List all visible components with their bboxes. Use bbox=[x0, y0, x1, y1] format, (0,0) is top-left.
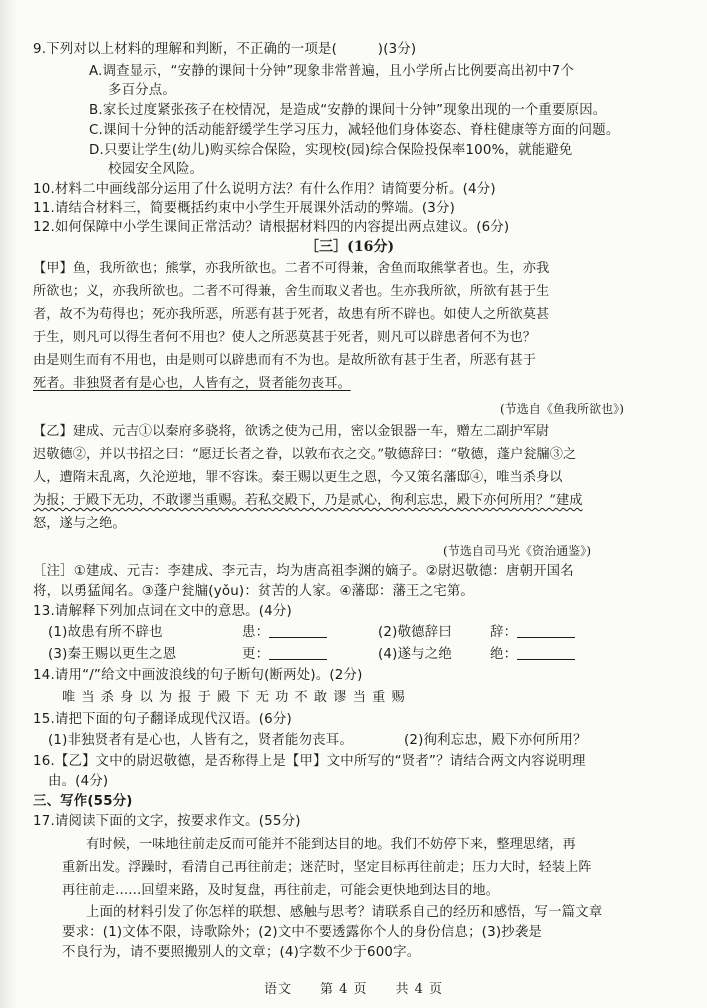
page-footer: 语文 第 4 页 共 4 页 bbox=[263, 982, 444, 997]
q9-option-c: C.课间十分钟的活动能舒缓学生学习压力，减轻他们身体姿态、脊柱健康等方面的问题。 bbox=[89, 123, 620, 138]
q13-item-2: (2)敬德辞曰 bbox=[378, 625, 452, 640]
notes-line-2: 将，以勇猛闻名。③蓬户瓮牖(yǒu)：贫苦的人家。④藩邸：藩王之宅第。 bbox=[33, 584, 474, 599]
question-10: 10.材料二中画线部分运用了什么说明方法？有什么作用？请简要分析。(4分) bbox=[33, 182, 496, 197]
q9-option-a: A.调查显示，“安静的课间十分钟”现象非常普遍，且小学所占比例要高出初中7个 bbox=[89, 64, 575, 79]
section-three-heading: ［三］(16分) bbox=[305, 239, 395, 255]
q9-option-d-cont: 校园安全风险。 bbox=[108, 162, 204, 177]
q17-material-line-1: 有时候，一味地往前走反而可能并不能到达目的地。我们不妨停下来，整理思绪，再 bbox=[86, 837, 576, 852]
passage-jia-line-5: 由是则生而有不用也，由是则可以辟患而有不为也。是故所欲有甚于生者，所恶有甚于 bbox=[33, 353, 537, 368]
q13-item-1: (1)故患有所不辟也 bbox=[48, 625, 163, 640]
q13-item-2-label: 辞： bbox=[490, 624, 575, 642]
question-11: 11.请结合材料三，简要概括约束中小学生开展课外活动的弊端。(3分) bbox=[33, 201, 455, 216]
question-12: 12.如何保障中小学生课间正常活动？请根据材料四的内容提出两点建议。(6分) bbox=[33, 220, 510, 235]
q13-item-4: (4)遂与之绝 bbox=[378, 647, 452, 662]
passage-yi-source: (节选自司马光《资治通鉴》) bbox=[443, 544, 592, 558]
q13-item-3: (3)秦王赐以更生之恩 bbox=[48, 647, 177, 662]
q14-sentence: 唯 当 杀 身 以 为 报 于 殿 下 无 功 不 敢 谬 当 重 赐 bbox=[62, 690, 406, 705]
question-16-cont: 由。(4分) bbox=[48, 774, 109, 789]
q13-item-1-label: 患： bbox=[242, 624, 327, 642]
passage-jia-line-1: 【甲】鱼，我所欲也；熊掌，亦我所欲也。二者不可得兼，舍鱼而取熊掌者也。生，亦我 bbox=[33, 261, 550, 276]
q15-item-1: (1)非独贤者有是心也，人皆有之，贤者能勿丧耳。 bbox=[48, 733, 353, 748]
passage-jia-line-2: 所欲也；义，亦我所欲也。二者不可得兼，舍生而取义者也。生亦我所欲，所欲有甚于生 bbox=[33, 284, 550, 299]
q9-option-d: D.只要让学生(幼儿)购买综合保险，实现校(园)综合保险投保率100%，就能避免 bbox=[89, 143, 573, 158]
q17-prompt-line-1: 上面的材料引发了你怎样的联想、感触与思考？请联系自己的经历和感悟，写一篇文章 bbox=[86, 905, 603, 920]
question-15: 15.请把下面的句子翻译成现代汉语。(6分) bbox=[33, 712, 292, 727]
passage-yi-line-5: 怒，遂与之绝。 bbox=[33, 516, 126, 531]
passage-jia-line-4: 于生，则凡可以得生者何不用也？使人之所恶莫甚于死者，则凡可以辟患者何不为也？ bbox=[33, 330, 537, 345]
passage-yi-line-2: 迟敬德②，并以书招之曰：“愿迂长者之眷，以敦布衣之交。”敬德辞曰：“敬德，蓬户瓮牖③之 bbox=[33, 447, 577, 462]
q17-requirements-line-1: 要求：(1)文体不限，诗歌除外；(2)文中不要透露你个人的身份信息；(3)抄袭是 bbox=[62, 925, 543, 940]
question-17: 17.请阅读下面的文字，按要求作文。(55分) bbox=[33, 814, 301, 829]
question-13: 13.请解释下列加点词在文中的意思。(4分) bbox=[33, 604, 292, 619]
passage-jia-source: (节选自《鱼我所欲也》) bbox=[500, 402, 624, 416]
notes-line-1: ［注］①建成、元吉：李建成、李元吉，均为唐高祖李渊的嫡子。②尉迟敬德：唐朝开国名 bbox=[33, 564, 574, 579]
passage-yi-line-1: 【乙】建成、元吉①以秦府多骁将，欲诱之使为己用，密以金银器一车，赠左二副护军尉 bbox=[33, 424, 550, 439]
question-9-stem: 9.下列对以上材料的理解和判断，不正确的一项是( )(3分) bbox=[33, 42, 417, 57]
q9-option-a-cont: 多百分点。 bbox=[108, 83, 176, 98]
scan-edge-shadow bbox=[0, 0, 18, 1008]
q15-item-2: (2)徇利忘忠，殿下亦何所用？ bbox=[404, 733, 587, 748]
question-14: 14.请用“/”给文中画波浪线的句子断句(断两处)。(2分) bbox=[33, 668, 363, 683]
passage-jia-line-3: 者，故不为苟得也；死亦我所恶，所恶有甚于死者，故患有所不辟也。如使人之所欲莫甚 bbox=[33, 307, 550, 322]
question-16: 16.【乙】文中的尉迟敬德，是否称得上是【甲】文中所写的“贤者”？请结合两文内容说明理 bbox=[33, 754, 586, 769]
passage-yi-line-4-wavy: 为报；于殿下无功，不敢谬当重赐。若私交殿下，乃是贰心，徇利忘忠，殿下亦何所用？”建成 bbox=[33, 493, 583, 508]
writing-section-heading: 三、写作(55分) bbox=[33, 794, 133, 809]
q13-item-3-label: 更： bbox=[242, 646, 327, 664]
q17-material-line-3: 再往前走……回望来路，及时复盘，再往前走，可能会更快地到达目的地。 bbox=[62, 883, 499, 898]
q13-item-4-label: 绝： bbox=[490, 646, 575, 664]
q9-option-b: B.家长过度紧张孩子在校情况，是造成“安静的课间十分钟”现象出现的一个重要原因。 bbox=[89, 103, 607, 118]
q17-requirements-line-2: 不良行为，请不要照搬别人的文章；(4)字数不少于600字。 bbox=[62, 945, 421, 960]
q17-material-line-2: 重新出发。浮躁时，看清自己再往前走；迷茫时，坚定目标再往前走；压力大时，轻装上阵 bbox=[62, 860, 592, 875]
passage-yi-line-3: 人，遭隋末乱离，久沦逆地，罪不容诛。秦王赐以更生之恩，今又策名藩邸④，唯当杀身以 bbox=[33, 470, 563, 485]
passage-jia-line-6-underlined: 死者。非独贤者有是心也，人皆有之，贤者能勿丧耳。 bbox=[33, 376, 351, 391]
